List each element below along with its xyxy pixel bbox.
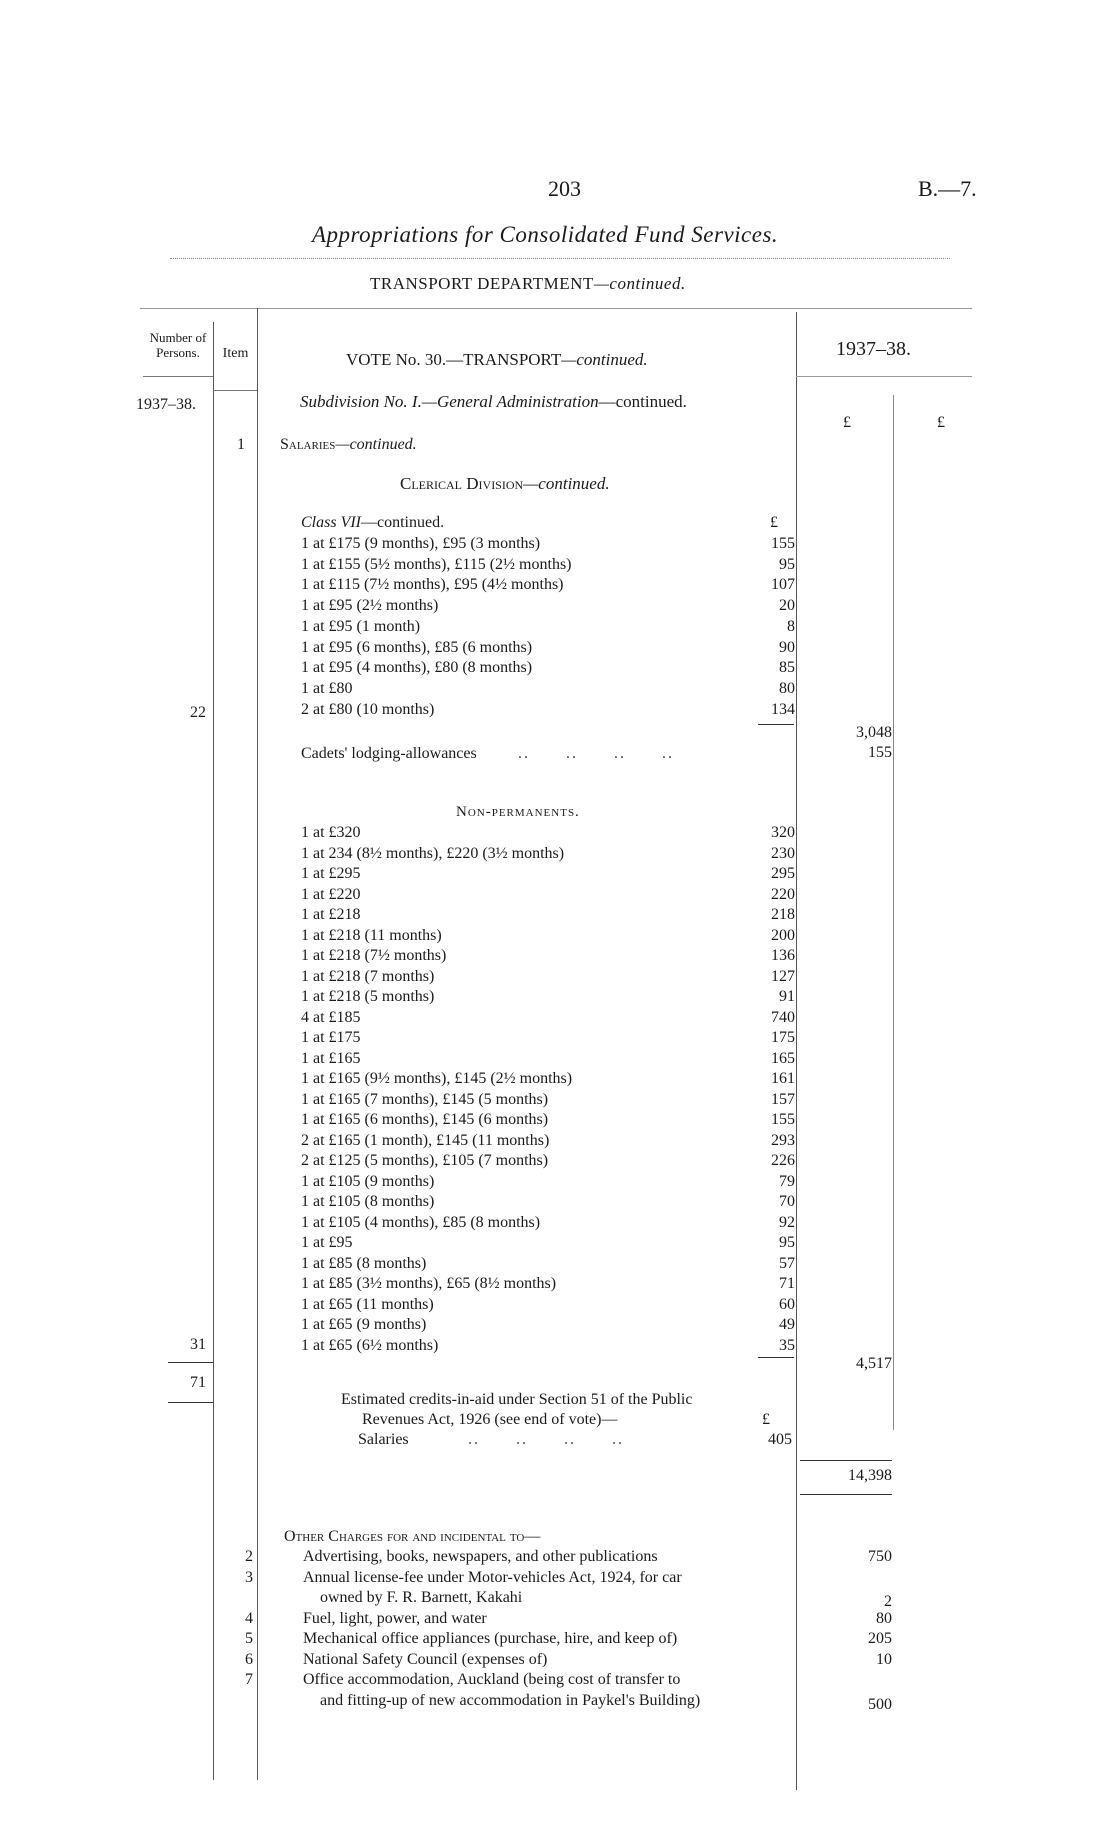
non-permanent-row bbox=[301, 1255, 795, 1275]
clerical-row-amount: 95 bbox=[779, 555, 795, 573]
class-label: Class VII bbox=[301, 514, 361, 531]
other-charge-amount: 500 bbox=[868, 1695, 892, 1713]
non-permanent-row-text: 1 at £220 bbox=[301, 885, 361, 903]
department-name: TRANSPORT DEPARTMENT bbox=[370, 274, 594, 293]
clerical-row-text: 1 at £80 bbox=[301, 679, 353, 697]
non-permanents-subtotal: 4,517 bbox=[856, 1355, 892, 1372]
column-rule-inner bbox=[893, 395, 894, 1430]
non-permanent-row-text: 1 at £320 bbox=[301, 824, 361, 841]
other-charge-amount: 205 bbox=[868, 1630, 892, 1647]
non-permanent-row bbox=[301, 1337, 795, 1357]
year-header-rule bbox=[796, 376, 972, 377]
non-permanent-row bbox=[301, 865, 795, 885]
non-permanent-row bbox=[301, 1193, 795, 1213]
non-permanent-row-amount: 295 bbox=[771, 865, 795, 882]
non-permanent-row bbox=[301, 927, 795, 947]
non-permanent-row-amount: 226 bbox=[771, 1152, 795, 1169]
clerical-heading bbox=[400, 474, 610, 494]
clerical-row-amount: 20 bbox=[779, 597, 795, 615]
clerical-row bbox=[301, 659, 795, 679]
other-charge-description: Advertising, books, newspapers, and other publications bbox=[303, 1548, 658, 1565]
clerical-row-text: 1 at £115 (7½ months), £95 (4½ months) bbox=[301, 576, 564, 594]
page-title: Appropriations for Consolidated Fund Services. bbox=[312, 222, 779, 247]
non-permanent-row-text: 2 at £125 (5 months), £105 (7 months) bbox=[301, 1152, 549, 1169]
salaries-item-number: 1 bbox=[237, 436, 245, 453]
clerical-row-amount: 134 bbox=[771, 700, 795, 718]
credits-line-2: Revenues Act, 1926 (see end of vote)— bbox=[362, 1411, 618, 1428]
persons-sum-rule-bottom bbox=[168, 1402, 213, 1403]
other-charge-description: Fuel, light, power, and water bbox=[303, 1609, 487, 1627]
non-permanent-row-text: 1 at £165 (6 months), £145 (6 months) bbox=[301, 1111, 549, 1128]
clerical-row-text: 1 at £95 (4 months), £80 (8 months) bbox=[301, 659, 533, 677]
non-permanent-row bbox=[301, 1132, 795, 1152]
class-suffix: —continued. bbox=[361, 514, 445, 531]
other-charge-description: owned by F. R. Barnett, Kakahi bbox=[320, 1589, 523, 1606]
clerical-subtotal: 3,048 bbox=[856, 724, 892, 741]
column-rule-amount bbox=[796, 312, 797, 1790]
other-charge-description: Annual license-fee under Motor-vehicles Act, 1924, for car bbox=[303, 1568, 682, 1586]
non-permanent-row-amount: 70 bbox=[779, 1193, 795, 1210]
non-permanent-row-amount: 293 bbox=[771, 1131, 795, 1149]
document-reference: B.—7. bbox=[918, 176, 977, 201]
non-permanent-row-amount: 92 bbox=[779, 1213, 795, 1231]
vote-title: VOTE No. 30.—TRANSPORT bbox=[346, 350, 562, 369]
clerical-row bbox=[301, 680, 795, 700]
other-charge-amount: 750 bbox=[868, 1548, 892, 1565]
persons-year: 1937–38. bbox=[136, 396, 196, 413]
title-rule bbox=[170, 258, 950, 259]
column-rule-item bbox=[257, 308, 258, 1780]
total-persons: 71 bbox=[190, 1374, 206, 1391]
lodging-amount: 155 bbox=[868, 744, 892, 761]
clerical-row-text: 1 at £95 (6 months), £85 (6 months) bbox=[301, 638, 533, 656]
non-permanent-row bbox=[301, 968, 795, 988]
non-permanent-row bbox=[301, 1234, 795, 1254]
currency-col2: £ bbox=[937, 414, 945, 431]
non-permanent-row-text: 1 at £105 (9 months) bbox=[301, 1172, 435, 1190]
persons-sum-rule-top bbox=[168, 1362, 213, 1363]
non-permanent-row bbox=[301, 845, 795, 865]
subdivision-suffix: —continued. bbox=[598, 392, 687, 411]
credits-leader: .. .. .. .. bbox=[468, 1431, 624, 1448]
clerical-row bbox=[301, 639, 795, 659]
other-charge-item-number: 4 bbox=[245, 1609, 253, 1627]
non-permanent-row bbox=[301, 947, 795, 967]
non-permanent-row-amount: 95 bbox=[779, 1234, 795, 1251]
non-permanent-row bbox=[301, 1275, 795, 1295]
total-rule-top bbox=[800, 1460, 892, 1461]
clerical-row-text: 1 at £155 (5½ months), £115 (2½ months) bbox=[301, 555, 572, 573]
non-permanent-row-text: 1 at £165 bbox=[301, 1049, 361, 1067]
non-permanent-row-text: 1 at £295 bbox=[301, 865, 361, 882]
non-permanents-sum-rule bbox=[758, 1357, 794, 1358]
clerical-row bbox=[301, 556, 795, 576]
non-permanent-row bbox=[301, 1009, 795, 1029]
non-permanent-row bbox=[301, 988, 795, 1008]
other-charge-item-number: 5 bbox=[245, 1630, 253, 1647]
non-permanent-row bbox=[301, 1029, 795, 1049]
clerical-row bbox=[301, 597, 795, 617]
clerical-row-amount: 85 bbox=[779, 659, 795, 677]
non-permanent-row bbox=[301, 1050, 795, 1070]
non-permanent-row bbox=[301, 1152, 795, 1172]
non-permanents-heading: Non-permanents. bbox=[456, 804, 580, 820]
clerical-row-amount: 80 bbox=[779, 679, 795, 697]
non-permanent-row-amount: 740 bbox=[771, 1008, 795, 1026]
non-permanent-row bbox=[301, 906, 795, 926]
non-permanent-row-amount: 57 bbox=[779, 1254, 795, 1272]
non-permanent-row-text: 1 at £95 bbox=[301, 1234, 353, 1251]
non-permanent-row-amount: 218 bbox=[771, 906, 795, 923]
page-number: 203 bbox=[548, 176, 581, 201]
non-permanent-row-amount: 60 bbox=[779, 1295, 795, 1313]
non-permanent-row-text: 1 at £165 (9½ months), £145 (2½ months) bbox=[301, 1070, 573, 1087]
non-permanent-row-amount: 79 bbox=[779, 1172, 795, 1190]
non-permanent-row-text: 4 at £185 bbox=[301, 1008, 361, 1026]
subdivision-heading bbox=[300, 392, 687, 412]
class-currency: £ bbox=[770, 514, 778, 531]
non-permanent-row-amount: 175 bbox=[771, 1029, 795, 1046]
lodging-label: Cadets' lodging-allowances bbox=[301, 745, 477, 762]
non-permanent-row bbox=[301, 1316, 795, 1336]
non-permanent-row-text: 1 at £175 bbox=[301, 1029, 361, 1046]
non-permanent-row-amount: 220 bbox=[771, 885, 795, 903]
non-permanent-row-amount: 35 bbox=[779, 1336, 795, 1354]
table-top-rule bbox=[140, 308, 972, 309]
non-permanent-row-amount: 71 bbox=[779, 1275, 795, 1292]
clerical-row bbox=[301, 576, 795, 596]
clerical-row bbox=[301, 618, 795, 638]
clerical-row bbox=[301, 535, 795, 555]
non-permanent-row-amount: 91 bbox=[779, 988, 795, 1005]
clerical-row-text: 1 at £175 (9 months), £95 (3 months) bbox=[301, 535, 541, 552]
non-permanent-row bbox=[301, 1091, 795, 1111]
clerical-suffix: —continued. bbox=[523, 474, 610, 493]
credits-amount: 405 bbox=[768, 1431, 792, 1448]
non-permanent-row-amount: 161 bbox=[771, 1070, 795, 1087]
lodging-leader: .. .. .. .. bbox=[518, 745, 674, 762]
non-permanent-row bbox=[301, 1214, 795, 1234]
salaries-suffix: —continued. bbox=[335, 436, 417, 453]
item-header-rule bbox=[213, 390, 257, 391]
other-charges-heading: Other Charges for and incidental to— bbox=[284, 1528, 541, 1545]
credits-label: Salaries bbox=[358, 1431, 409, 1448]
non-permanent-row-text: 1 at 234 (8½ months), £220 (3½ months) bbox=[301, 844, 565, 862]
non-permanent-row-amount: 200 bbox=[771, 926, 795, 944]
non-permanent-row-text: 1 at £165 (7 months), £145 (5 months) bbox=[301, 1090, 549, 1108]
clerical-row-text: 1 at £95 (2½ months) bbox=[301, 597, 439, 615]
clerical-row-text: 2 at £80 (10 months) bbox=[301, 700, 435, 718]
clerical-row-amount: 90 bbox=[779, 638, 795, 656]
salaries-total: 14,398 bbox=[848, 1467, 892, 1484]
non-permanent-row-text: 1 at £65 (6½ months) bbox=[301, 1336, 439, 1354]
credits-line-1: Estimated credits-in-aid under Section 51 of the Public bbox=[341, 1391, 693, 1408]
non-permanent-row-amount: 127 bbox=[771, 967, 795, 985]
clerical-row-amount: 107 bbox=[771, 576, 795, 594]
other-charge-amount: 80 bbox=[876, 1609, 892, 1627]
non-permanent-row-text: 1 at £65 (9 months) bbox=[301, 1316, 427, 1333]
department-heading bbox=[370, 274, 686, 294]
non-permanent-row-amount: 155 bbox=[771, 1111, 795, 1128]
non-permanent-row bbox=[301, 1070, 795, 1090]
clerical-row-amount: 8 bbox=[787, 617, 795, 635]
non-permanent-row bbox=[301, 1111, 795, 1131]
non-permanent-row-text: 1 at £105 (4 months), £85 (8 months) bbox=[301, 1213, 541, 1231]
salaries-heading bbox=[280, 436, 417, 454]
non-permanent-row-text: 2 at £165 (1 month), £145 (11 months) bbox=[301, 1131, 550, 1149]
other-charge-description: Office accommodation, Auckland (being cost of transfer to bbox=[303, 1671, 681, 1688]
other-charge-item-number: 6 bbox=[245, 1650, 253, 1668]
credits-currency: £ bbox=[762, 1411, 770, 1428]
non-permanent-row-text: 1 at £218 bbox=[301, 906, 361, 923]
non-permanent-row-text: 1 at £218 (11 months) bbox=[301, 926, 442, 944]
total-rule-bottom bbox=[800, 1494, 892, 1495]
column-rule-persons bbox=[213, 322, 214, 1780]
non-permanent-row-amount: 165 bbox=[771, 1049, 795, 1067]
vote-header bbox=[346, 350, 648, 370]
non-permanent-row-text: 1 at £65 (11 months) bbox=[301, 1295, 434, 1313]
other-charge-description: Mechanical office appliances (purchase, hire, and keep of) bbox=[303, 1630, 678, 1647]
class-heading bbox=[301, 514, 444, 532]
non-permanent-row-text: 1 at £218 (7 months) bbox=[301, 967, 435, 985]
non-permanent-row-text: 1 at £85 (8 months) bbox=[301, 1254, 427, 1272]
non-permanent-row-amount: 49 bbox=[779, 1316, 795, 1333]
non-permanent-row-text: 1 at £105 (8 months) bbox=[301, 1193, 435, 1210]
non-permanent-row bbox=[301, 886, 795, 906]
non-permanent-row bbox=[301, 1296, 795, 1316]
number-of-persons-header: Number of Persons. bbox=[149, 330, 207, 360]
clerical-row-text: 1 at £95 (1 month) bbox=[301, 617, 421, 635]
non-permanent-row-text: 1 at £85 (3½ months), £65 (8½ months) bbox=[301, 1275, 557, 1292]
year-header: 1937–38. bbox=[836, 338, 911, 360]
other-charge-description: National Safety Council (expenses of) bbox=[303, 1650, 548, 1668]
subdivision-title: Subdivision No. I.—General Administration bbox=[300, 392, 599, 411]
non-permanent-row-text: 1 at £218 (5 months) bbox=[301, 988, 435, 1005]
non-permanents-persons-count: 31 bbox=[190, 1336, 206, 1353]
non-permanent-row-amount: 157 bbox=[771, 1090, 795, 1108]
non-permanent-row bbox=[301, 1173, 795, 1193]
department-suffix: —continued. bbox=[593, 274, 686, 293]
clerical-persons-count: 22 bbox=[190, 704, 206, 721]
salaries-label: Salaries bbox=[280, 436, 336, 453]
non-permanent-row-amount: 320 bbox=[771, 824, 795, 841]
currency-col1: £ bbox=[843, 414, 851, 431]
other-charge-item-number: 3 bbox=[245, 1568, 253, 1586]
item-header: Item bbox=[222, 346, 249, 361]
non-permanent-row-text: 1 at £218 (7½ months) bbox=[301, 947, 447, 964]
non-permanent-row bbox=[301, 824, 795, 844]
non-permanent-row-amount: 136 bbox=[771, 947, 795, 964]
other-charge-item-number: 2 bbox=[245, 1548, 253, 1565]
clerical-row-amount: 155 bbox=[771, 535, 795, 552]
clerical-sum-rule bbox=[758, 724, 794, 725]
persons-header-rule bbox=[143, 376, 213, 377]
other-charge-amount: 10 bbox=[876, 1650, 892, 1668]
other-charge-item-number: 7 bbox=[245, 1671, 253, 1688]
non-permanent-row-amount: 230 bbox=[771, 844, 795, 862]
other-charge-amount: 2 bbox=[884, 1593, 892, 1610]
clerical-label: Clerical Division bbox=[400, 474, 524, 493]
other-charge-description: and fitting-up of new accommodation in Paykel's Building) bbox=[320, 1691, 701, 1709]
vote-suffix: —continued. bbox=[561, 350, 648, 369]
clerical-row bbox=[301, 701, 795, 721]
